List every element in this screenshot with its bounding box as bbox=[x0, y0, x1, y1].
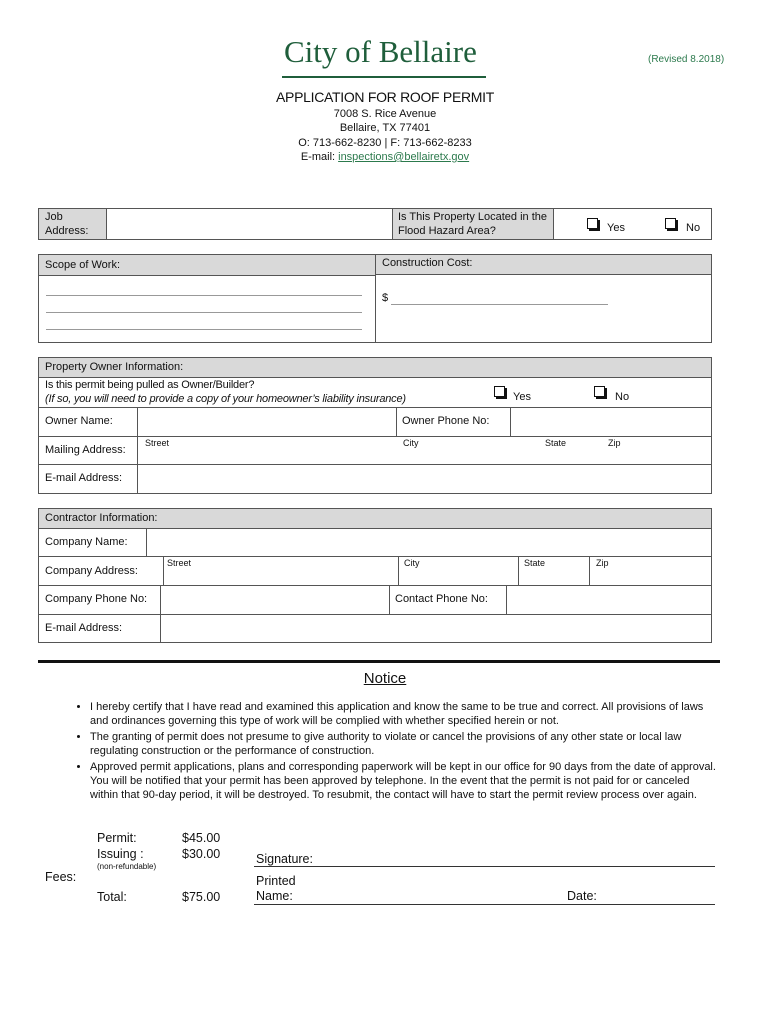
contact-phone-label: Contact Phone No: bbox=[395, 593, 488, 605]
signature-label: Signature: bbox=[256, 852, 313, 866]
owner-builder-note: (If so, you will need to provide a copy of your homeowner’s liability insurance) bbox=[45, 393, 406, 405]
issuing-fee-value: $30.00 bbox=[182, 847, 221, 861]
cost-input-line[interactable] bbox=[391, 304, 608, 305]
notice-list bbox=[66, 700, 716, 804]
contractor-street-label: Street bbox=[167, 558, 192, 568]
owner-phone-input[interactable] bbox=[511, 408, 711, 436]
flood-yes-label: Yes bbox=[607, 222, 625, 234]
notice-divider bbox=[38, 660, 720, 663]
flood-no-label: No bbox=[686, 222, 701, 234]
contractor-section-label: Contractor Information: bbox=[45, 512, 158, 524]
owner-mailing-input[interactable] bbox=[138, 437, 711, 464]
owner-no-label: No bbox=[615, 391, 630, 403]
permit-fee-value: $45.00 bbox=[182, 831, 221, 845]
notice-item: • Approved permit applications, plans and corresponding paperwork will be kept in our office for 90 days from the date of approval. You will be notified that your permit has been approved by telephone. In the event that the permit is not paid for or canceled within that 90-day period, it will be destroyed. To resubmit, the contact will have to start the permit review process over again. bbox=[90, 760, 716, 802]
cost-label: Construction Cost: bbox=[382, 257, 473, 269]
owner-street-label: Street bbox=[145, 438, 170, 448]
fees-label: Fees: bbox=[45, 870, 77, 884]
cost-dollar-sign: $ bbox=[382, 292, 389, 304]
revised-date: (Revised 8.2018) bbox=[648, 54, 725, 65]
owner-yes-label: Yes bbox=[513, 391, 531, 403]
notice-item: • The granting of permit does not presume to give authority to violate or cancel the provisions of any other state or local law regulating construction or the performance of construction. bbox=[90, 730, 716, 758]
city-logo: City of Bellaire bbox=[284, 34, 477, 69]
office-street: 7008 S. Rice Avenue bbox=[333, 108, 437, 120]
company-phone-input[interactable] bbox=[161, 586, 389, 613]
owner-section-label: Property Owner Information: bbox=[45, 361, 184, 373]
owner-builder-question: Is this permit being pulled as Owner/Builder? bbox=[45, 379, 255, 391]
owner-email-input[interactable] bbox=[138, 465, 711, 493]
mailing-address-label: Mailing Address: bbox=[45, 444, 126, 456]
scope-label: Scope of Work: bbox=[45, 259, 120, 271]
company-address-input[interactable] bbox=[164, 557, 711, 584]
company-name-input[interactable] bbox=[147, 529, 711, 556]
flood-no-checkbox[interactable] bbox=[665, 217, 676, 229]
printed-name-label: Name: bbox=[256, 889, 293, 903]
printed-label: Printed bbox=[256, 874, 296, 888]
owner-email-label: E-mail Address: bbox=[45, 472, 123, 484]
permit-fee-label: Permit: bbox=[97, 831, 137, 845]
owner-name-label: Owner Name: bbox=[45, 415, 113, 427]
contact-phone-input[interactable] bbox=[507, 586, 711, 613]
signature-line[interactable] bbox=[254, 866, 715, 867]
form-title: APPLICATION FOR ROOF PERMIT bbox=[276, 89, 494, 105]
date-label: Date: bbox=[567, 889, 597, 903]
company-name-label: Company Name: bbox=[45, 536, 128, 548]
job-address-label: Job Address: bbox=[45, 211, 89, 237]
company-address-label: Company Address: bbox=[45, 565, 138, 577]
notice-item: • I hereby certify that I have read and examined this application and know the same to be true and correct. All provisions of laws and ordinances governing this type of work will be complied with whether specified herein or not. bbox=[90, 700, 716, 728]
contractor-email-label: E-mail Address: bbox=[45, 622, 123, 634]
owner-phone-label: Owner Phone No: bbox=[402, 415, 490, 427]
total-fee-value: $75.00 bbox=[182, 890, 221, 904]
owner-name-input[interactable] bbox=[138, 408, 396, 436]
issuing-fee-label: Issuing : bbox=[97, 847, 144, 861]
owner-state-label: State bbox=[545, 438, 567, 448]
contractor-state-label: State bbox=[524, 558, 546, 568]
contractor-city-label: City bbox=[404, 558, 420, 568]
contractor-zip-label: Zip bbox=[596, 558, 609, 568]
email-label: E-mail: bbox=[300, 151, 339, 163]
office-city: Bellaire, TX 77401 bbox=[339, 122, 431, 134]
total-fee-label: Total: bbox=[97, 890, 127, 904]
company-phone-label: Company Phone No: bbox=[45, 593, 148, 605]
nonrefundable-note: (non-refundable) bbox=[97, 862, 157, 871]
logo-underline bbox=[282, 76, 486, 78]
scope-line-3[interactable] bbox=[46, 329, 362, 330]
contractor-email-input[interactable] bbox=[161, 615, 711, 642]
job-address-input[interactable] bbox=[107, 209, 392, 239]
owner-yes-checkbox[interactable] bbox=[494, 385, 505, 397]
office-phone: O: 713-662-8230 | F: 713-662-8233 bbox=[298, 137, 472, 149]
owner-city-label: City bbox=[403, 438, 419, 448]
flood-yes-checkbox[interactable] bbox=[587, 217, 598, 229]
email-link[interactable]: inspections@bellairetx.gov bbox=[338, 151, 470, 163]
owner-no-checkbox[interactable] bbox=[594, 385, 605, 397]
flood-hazard-label: Is This Property Located in the Flood Hazard Area? bbox=[398, 211, 547, 237]
owner-zip-label: Zip bbox=[608, 438, 621, 448]
office-email-line bbox=[0, 151, 770, 163]
scope-line-2[interactable] bbox=[46, 312, 362, 313]
scope-line-1[interactable] bbox=[46, 295, 362, 296]
printed-name-line[interactable] bbox=[254, 904, 715, 905]
notice-title: Notice bbox=[363, 670, 407, 687]
